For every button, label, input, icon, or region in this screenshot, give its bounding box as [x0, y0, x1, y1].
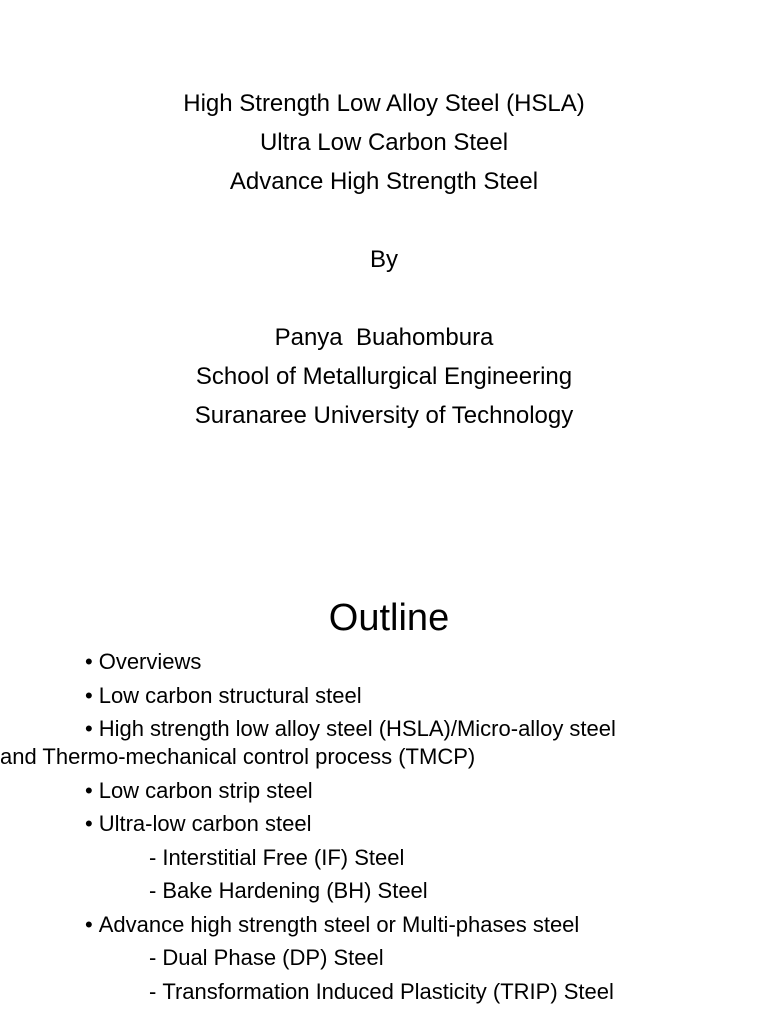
sub-list-item-text: Dual Phase (DP) Steel — [162, 945, 384, 970]
sub-list-item-text: Interstitial Free (IF) Steel — [162, 844, 405, 870]
by-label: By — [369, 246, 398, 273]
bullet-icon: • — [85, 777, 93, 803]
list-item — [85, 777, 745, 805]
author-school: School of Metallurgical Engineering — [195, 363, 573, 390]
dash-icon: - — [149, 844, 157, 870]
dash-icon: - — [149, 978, 157, 1004]
list-item-text: Overviews — [98, 649, 202, 674]
dash-icon: - — [149, 878, 157, 903]
bullet-icon: • — [85, 911, 93, 937]
list-item-continuation: and Thermo-mechanical control process (TMCP) — [0, 744, 476, 769]
outline-heading: Outline — [328, 597, 450, 639]
bullet-icon: • — [85, 811, 93, 836]
bullet-icon: • — [85, 682, 93, 708]
outline-list — [0, 648, 745, 1011]
sub-list-item — [85, 844, 745, 872]
sub-list-item-text: Transformation Induced Plasticity (TRIP) Steel — [162, 978, 614, 1004]
author-name: Panya Buahombura — [274, 324, 494, 351]
bullet-icon: • — [85, 649, 93, 674]
list-item — [85, 682, 745, 710]
bullet-icon: • — [85, 716, 93, 741]
title-line-ultra-low-carbon: Ultra Low Carbon Steel — [259, 129, 509, 156]
list-item-text: Low carbon structural steel — [98, 682, 362, 708]
author-university: Suranaree University of Technology — [194, 402, 574, 429]
list-item-text: Low carbon strip steel — [98, 777, 313, 803]
list-item — [85, 810, 745, 838]
sub-list-item — [85, 944, 745, 972]
dash-icon: - — [149, 945, 157, 970]
list-item — [85, 911, 745, 939]
list-item — [85, 648, 745, 676]
title-line-ahss: Advance High Strength Steel — [229, 168, 539, 195]
list-item-text: Ultra-low carbon steel — [98, 811, 312, 836]
list-item-text: Advance high strength steel or Multi-phases steel — [98, 911, 580, 937]
sub-list-item — [85, 877, 745, 905]
title-block — [0, 84, 768, 435]
list-item — [0, 715, 745, 771]
sub-list-item-text: Bake Hardening (BH) Steel — [162, 878, 428, 903]
list-item-text: High strength low alloy steel (HSLA)/Micro-alloy steel — [98, 716, 616, 741]
sub-list-item — [85, 978, 745, 1006]
title-line-hsla: High Strength Low Alloy Steel (HSLA) — [183, 90, 585, 117]
